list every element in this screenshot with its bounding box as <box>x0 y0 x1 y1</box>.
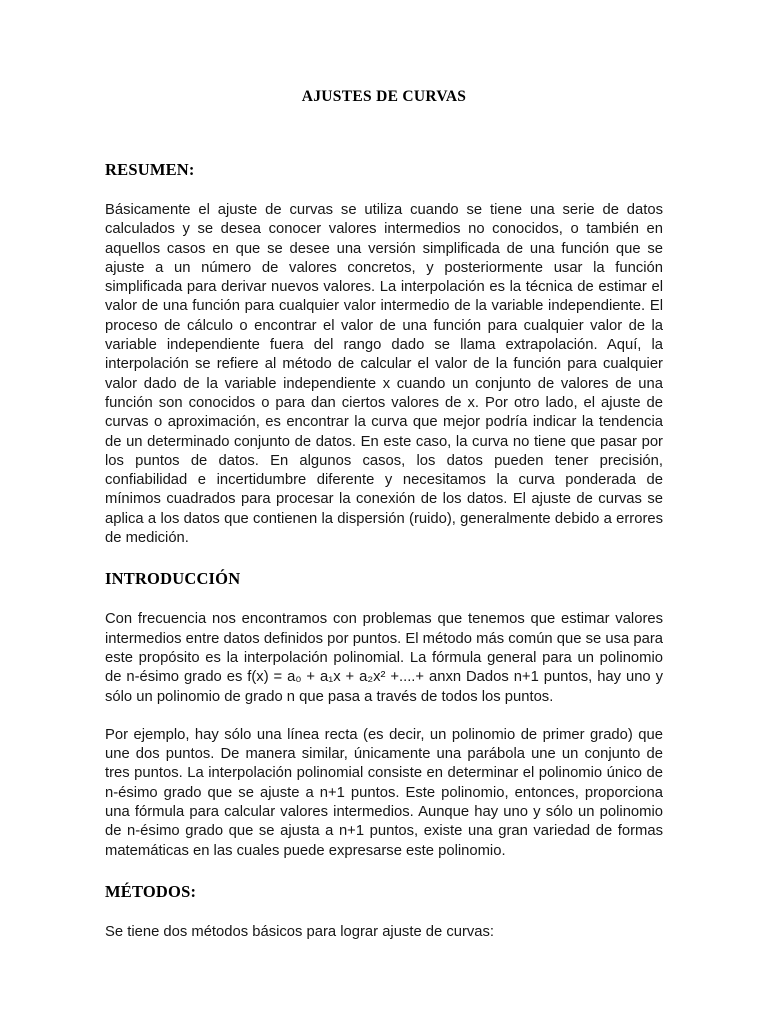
introduccion-paragraph-2: Por ejemplo, hay sólo una línea recta (es decir, un polinomio de primer grado) que une dos puntos. De manera similar, únicamente una parábola une un conjunto de tres puntos. La interpolación polinomial consiste en determinar el polinomio único de n-ésimo grado que se ajuste a n+1 puntos. Este polinomio, entonces, proporciona una fórmula para calcular valores intermedios. Aunque hay uno y sólo un polinomio de n-ésimo grado que se ajusta a n+1 puntos, existe una gran variedad de formas matemáticas en las cuales puede expresarse este polinomio. <box>105 726 663 859</box>
document-title: AJUSTES DE CURVAS <box>301 88 467 105</box>
resumen-paragraph: Básicamente el ajuste de curvas se utiliza cuando se tiene una serie de datos calculados y se desea conocer valores intermedios no conocidos, o también en aquellos casos en que se desee una versión simplificada de una función que se ajuste a un número de valores concretos, y posteriormente usar la función simplificada para derivar nuevos valores. La interpolación es la técnica de estimar el valor de una función para cualquier valor intermedio de la variable independiente. El proceso de cálculo o encontrar el valor de una función para cualquier valor de la variable independiente fuera del rango dado se llama extrapolación. Aquí, la interpolación se refiere al método de calcular el valor de la función para cualquier valor dado de la variable independiente x cuando un conjunto de valores de una función son conocidos o para dan ciertos valores de x. Por otro lado, el ajuste de curvas o aproximación, es encontrar la curva que mejor podría indicar la tendencia de un determinado conjunto de datos. En este caso, la curva no tiene que pasar por los puntos de datos. En algunos casos, los datos pueden tener precisión, confiabilidad e incertidumbre diferente y necesitamos la curva ponderada de mínimos cuadrados para procesar la conexión de los datos. El ajuste de curvas se aplica a los datos que contienen la dispersión (ruido), generalmente debido a errores de medición. <box>105 202 663 547</box>
section-heading-introduccion: INTRODUCCIÓN <box>105 569 241 589</box>
section-heading-resumen: RESUMEN: <box>105 160 195 179</box>
section-heading-metodos: MÉTODOS: <box>105 881 197 901</box>
introduccion-paragraph-1: Con frecuencia nos encontramos con problemas que tenemos que estimar valores intermedios entre datos definidos por puntos. El método más común que se usa para este propósito es la interpolación polinomial. La fórmula general para un polinomio de n-ésimo grado es f(x) = a₀ + a₁x + a₂x² +....+ anxn Dados n+1 puntos, hay uno y sólo un polinomio de grado n que pasa a través de todos los puntos. <box>105 611 663 705</box>
metodos-paragraph: Se tiene dos métodos básicos para lograr ajuste de curvas: <box>105 923 495 940</box>
